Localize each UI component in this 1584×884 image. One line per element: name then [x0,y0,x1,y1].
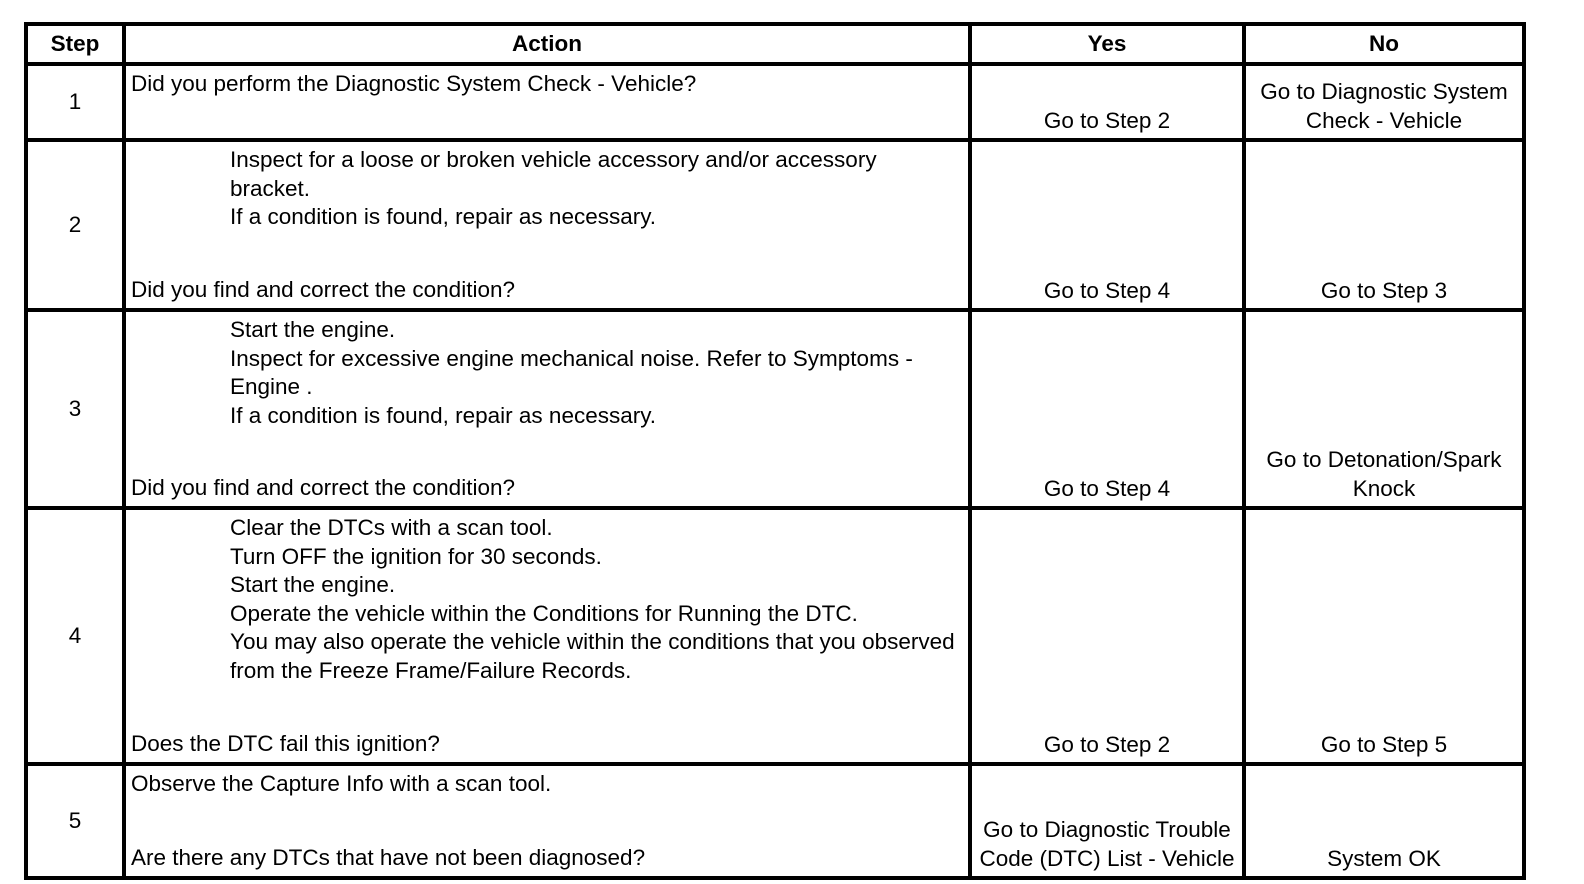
step-number: 2 [26,140,124,310]
yes-result: Go to Diagnostic Trouble Code (DTC) List - Vehicle [970,764,1244,878]
action-cell [124,64,970,140]
action-instruction: If a condition is found, repair as necessary. [230,402,657,428]
action-instruction: Inspect for a loose or broken vehicle accessory and/or accessory bracket. [230,147,877,201]
header-row [26,24,1524,64]
step-number: 4 [26,508,124,764]
header-step: Step [26,24,124,64]
action-cell [124,508,970,764]
action-question: Are there any DTCs that have not been diagnosed? [131,844,646,870]
header-no: No [1244,24,1524,64]
action-instructions [131,316,962,430]
action-instruction: If a condition is found, repair as necessary. [230,204,657,229]
yes-result: Go to Step 4 [970,310,1244,508]
table-row [26,64,1524,140]
action-cell [124,764,970,878]
action-question: Did you find and correct the condition? [131,474,515,500]
table-row [26,140,1524,310]
action-question: Does the DTC fail this ignition? [131,730,440,756]
action-question: Did you perform the Diagnostic System Check - Vehicle? [131,71,697,96]
action-instructions [131,514,962,685]
action-instruction: You may also operate the vehicle within the conditions that you observed from the Freeze Frame/Failure Records. [230,629,955,683]
step-number: 1 [26,64,124,140]
action-question: Did you find and correct the condition? [131,276,515,302]
action-instruction: Operate the vehicle within the Conditions for Running the DTC. [230,600,858,626]
no-result: Go to Step 3 [1244,140,1524,310]
step-number: 3 [26,310,124,508]
no-result: Go to Detonation/Spark Knock [1244,310,1524,508]
action-instruction: Inspect for excessive engine mechanical noise. Refer to Symptoms - Engine . [230,345,913,399]
no-result: System OK [1244,764,1524,878]
diagnostic-table [24,22,1526,880]
step-number: 5 [26,764,124,878]
header-action: Action [124,24,970,64]
table-row [26,764,1524,878]
action-instruction: Clear the DTCs with a scan tool. [230,515,553,540]
table-row [26,508,1524,764]
action-instruction: Start the engine. [230,572,396,597]
no-result: Go to Diagnostic System Check - Vehicle [1244,64,1524,140]
action-instruction: Observe the Capture Info with a scan tool. [131,771,552,796]
action-cell [124,310,970,508]
yes-result: Go to Step 2 [970,64,1244,140]
header-yes: Yes [970,24,1244,64]
action-cell [124,140,970,310]
action-instruction: Start the engine. [230,317,396,342]
no-result: Go to Step 5 [1244,508,1524,764]
action-instructions [131,146,962,232]
action-instruction: Turn OFF the ignition for 30 seconds. [230,543,602,569]
yes-result: Go to Step 4 [970,140,1244,310]
table-row [26,310,1524,508]
yes-result: Go to Step 2 [970,508,1244,764]
